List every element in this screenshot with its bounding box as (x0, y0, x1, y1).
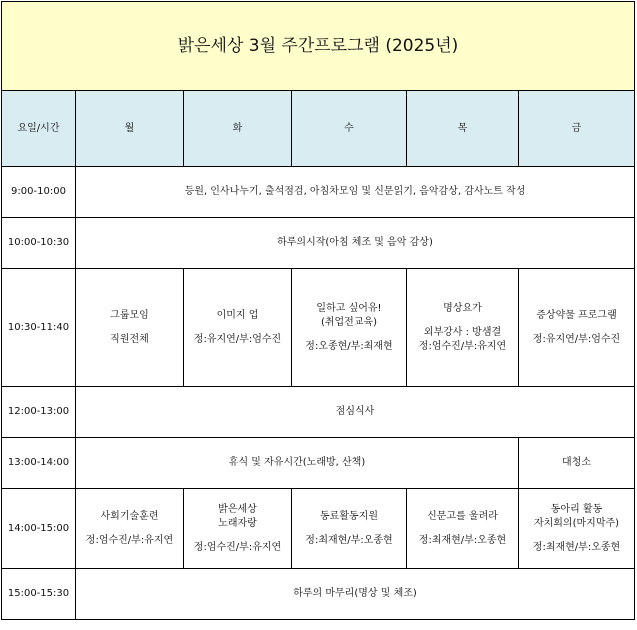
program-cell-thu (407, 489, 519, 569)
program-staff: 정:최재현/부:오종현 (532, 541, 621, 553)
program-staff: 정:엄수진/부:유지연 (418, 340, 507, 352)
header-thu: 목 (407, 91, 519, 167)
program-staff: 정:유지연/부:엄수진 (532, 333, 621, 345)
program-cell-mon (76, 489, 184, 569)
program-staff: 정:엄수진/부:유지연 (193, 541, 282, 553)
program-cell-fri: 대청소 (519, 438, 635, 489)
header-time: 요일/시간 (2, 91, 76, 167)
header-row (2, 91, 635, 167)
header-mon: 월 (76, 91, 184, 167)
page-title: 밝은세상 3월 주간프로그램 (2025년) (2, 2, 635, 91)
program-title: 동아리 활동 (550, 503, 603, 515)
schedule-sheet (1, 1, 634, 628)
program-title: 일하고 싶어유! (316, 302, 382, 314)
program-subtitle: 자치회의(마지막주) (533, 517, 620, 529)
program-title: 증상약물 프로그램 (536, 309, 617, 321)
table-row (2, 489, 635, 569)
program-cell-fri (519, 489, 635, 569)
header-fri: 금 (519, 91, 635, 167)
program-title: 사회기술훈련 (100, 510, 159, 522)
program-title: 그룹모임 (110, 309, 149, 321)
table-row (2, 269, 635, 387)
time-cell: 12:00-13:00 (2, 387, 76, 438)
program-cell: 점심식사 (76, 387, 635, 438)
table-row (2, 167, 635, 218)
program-title: 명상요가 (443, 302, 482, 314)
program-cell-wed (292, 489, 407, 569)
time-cell: 15:00-15:30 (2, 569, 76, 620)
program-staff: 정:유지연/부:엄수진 (193, 333, 282, 345)
weekly-program-table (1, 1, 635, 620)
program-title: 신문고를 울려라 (427, 510, 498, 522)
header-tue: 화 (184, 91, 292, 167)
time-cell: 10:00-10:30 (2, 218, 76, 269)
program-cell: 휴식 및 자유시간(노래방, 산책) (76, 438, 519, 489)
program-title: 밝은세상 (218, 503, 257, 515)
table-row (2, 438, 635, 489)
program-cell-wed (292, 269, 407, 387)
time-cell: 10:30-11:40 (2, 269, 76, 387)
program-staff: 정:최재현/부:오종현 (305, 534, 393, 546)
program-title: 동료활동지원 (320, 510, 378, 522)
program-instructor: 외부강사 : 방샘결 (423, 326, 502, 338)
program-subtitle: (취업전교육) (320, 316, 378, 328)
program-cell: 하루의시작(아침 체조 및 음악 감상) (76, 218, 635, 269)
program-cell: 등원, 인사나누기, 출석점검, 아침차모임 및 신문읽기, 음악감상, 감사노트 작성 (76, 167, 635, 218)
time-cell: 13:00-14:00 (2, 438, 76, 489)
table-row (2, 387, 635, 438)
table-row (2, 218, 635, 269)
program-title: 이미지 업 (216, 309, 259, 321)
program-staff: 정:엄수진/부:유지연 (85, 534, 174, 546)
program-cell-mon (76, 269, 184, 387)
time-cell: 9:00-10:00 (2, 167, 76, 218)
program-staff: 직원전체 (110, 333, 149, 345)
program-cell-fri (519, 269, 635, 387)
time-cell: 14:00-15:00 (2, 489, 76, 569)
program-staff: 정:최재현/부:오종현 (418, 534, 507, 546)
program-cell-tue (184, 489, 292, 569)
header-wed: 수 (292, 91, 407, 167)
program-cell-thu (407, 269, 519, 387)
table-row (2, 569, 635, 620)
program-cell-tue (184, 269, 292, 387)
program-subtitle: 노래자랑 (218, 517, 257, 529)
program-cell: 하루의 마무리(명상 및 체조) (76, 569, 635, 620)
program-staff: 정:오종현/부:최재현 (305, 340, 393, 352)
